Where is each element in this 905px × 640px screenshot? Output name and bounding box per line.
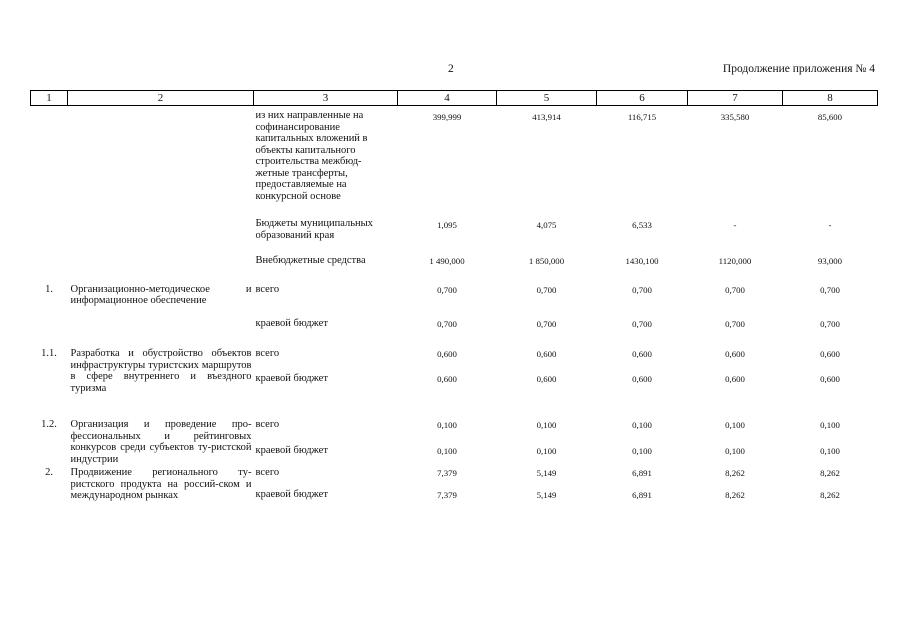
page-number: 2 [448, 63, 454, 75]
value-cell: 6,533 [632, 220, 652, 230]
row-number: 1.2. [41, 419, 57, 430]
row-number [31, 202, 68, 241]
value-cell: 85,600 [817, 112, 843, 122]
value-cell: 0,600 [725, 374, 745, 384]
value-cell: 0,700 [725, 318, 745, 329]
value-cell: 0,100 [725, 420, 745, 430]
value-cell: 0,700 [632, 284, 652, 295]
funding-source: краевой бюджет [255, 445, 328, 456]
value-cell: 0,600 [437, 349, 457, 359]
row-number: 2. [45, 467, 53, 478]
funding-source: всего [255, 419, 280, 430]
value-cell: 0,600 [536, 349, 557, 359]
funding-source: всего [255, 348, 280, 359]
table-row [31, 202, 878, 241]
row-number [31, 241, 68, 268]
value-cell: 0,700 [820, 318, 840, 329]
value-cell: 0,700 [437, 318, 457, 329]
value-cell: 0,700 [536, 318, 557, 329]
row-number: 1. [45, 283, 53, 295]
table-row [31, 330, 878, 371]
value-cell: 0,100 [632, 446, 652, 456]
value-cell: 1 850,000 [528, 256, 565, 266]
funding-source: всего [255, 467, 280, 478]
value-cell: 8,262 [820, 468, 840, 478]
col-header-7: 7 [688, 91, 783, 106]
col-header-3: 3 [254, 91, 398, 106]
value-cell: 335,580 [720, 112, 750, 122]
value-cell: 1120,000 [718, 256, 752, 266]
funding-source: Внебюджетные средства [255, 255, 366, 266]
value-cell: 0,700 [725, 284, 745, 295]
value-cell: 0,600 [820, 349, 840, 359]
row-number: 1.1. [41, 348, 57, 359]
row-name [68, 106, 254, 203]
value-cell: 0,100 [536, 446, 557, 456]
table-row [31, 307, 878, 331]
funding-source: из них направленные на софинансирование капитальных вложений в объекты капитального строительства межбюд-жетные трансферты, предоставляемые на конкурсной основе [255, 110, 368, 202]
value-cell: 0,100 [820, 446, 840, 456]
col-header-4: 4 [398, 91, 497, 106]
row-name [68, 241, 254, 268]
value-cell: 0,600 [632, 349, 652, 359]
funding-source: краевой бюджет [255, 373, 328, 384]
value-cell: 4,075 [536, 220, 557, 230]
table-row [31, 106, 878, 203]
funding-source: краевой бюджет [255, 489, 328, 500]
value-cell: 7,379 [437, 490, 457, 500]
value-cell: 0,700 [536, 284, 557, 295]
value-cell: 1430,100 [625, 256, 659, 266]
funding-source: Бюджеты муниципальных образований края [255, 218, 373, 241]
value-cell: 0,600 [725, 349, 745, 359]
row-name: Разработка и обустройство объектов инфраструктуры туристских маршрутов в сфере внутреннего и въездного туризма [70, 348, 252, 394]
col-header-6: 6 [597, 91, 688, 106]
row-name [68, 307, 254, 331]
value-cell: - [828, 220, 832, 230]
value-cell: 0,100 [437, 446, 457, 456]
budget-table [30, 90, 878, 502]
table-row [31, 241, 878, 268]
value-cell: 0,100 [820, 420, 840, 430]
value-cell: 6,891 [632, 468, 652, 478]
value-cell: 8,262 [725, 468, 745, 478]
column-number-row [31, 91, 878, 106]
value-cell: 0,700 [820, 284, 840, 295]
value-cell: 1 490,000 [429, 256, 465, 266]
value-cell: 399,999 [432, 112, 462, 122]
row-name: Продвижение регионального ту-ристского продукта на россий-ском и международном рынках [70, 467, 252, 501]
value-cell: 1,095 [437, 220, 457, 230]
col-header-8: 8 [783, 91, 878, 106]
col-header-2: 2 [68, 91, 254, 106]
value-cell: - [733, 220, 737, 230]
value-cell: 0,700 [632, 318, 652, 329]
col-header-1: 1 [31, 91, 68, 106]
value-cell: 5,149 [536, 468, 557, 478]
value-cell: 0,100 [536, 420, 557, 430]
value-cell: 0,600 [820, 374, 840, 384]
row-name: Организация и проведение про-фессиональных и рейтинговых конкурсов среди субъектов ту-ристской индустрии [70, 419, 252, 465]
value-cell: 0,100 [632, 420, 652, 430]
value-cell: 0,100 [725, 446, 745, 456]
value-cell: 0,600 [632, 374, 652, 384]
value-cell: 0,100 [437, 420, 457, 430]
row-name [68, 202, 254, 241]
value-cell: 6,891 [632, 490, 652, 500]
value-cell: 0,600 [536, 374, 557, 384]
value-cell: 7,379 [437, 468, 457, 478]
table-row [31, 268, 878, 307]
value-cell: 0,700 [437, 284, 457, 295]
funding-source: краевой бюджет [255, 317, 328, 329]
row-name: Организационно-методическое и информационное обеспечение [70, 283, 252, 306]
value-cell: 5,149 [536, 490, 557, 500]
funding-source: всего [255, 283, 280, 295]
table-row [31, 419, 878, 445]
value-cell: 93,000 [817, 256, 843, 266]
value-cell: 0,600 [437, 374, 457, 384]
value-cell: 8,262 [725, 490, 745, 500]
col-header-5: 5 [497, 91, 597, 106]
appendix-label: Продолжение приложения № 4 [722, 63, 875, 75]
value-cell: 413,914 [532, 112, 561, 122]
row-number [31, 307, 68, 331]
value-cell: 8,262 [820, 490, 840, 500]
value-cell: 116,715 [627, 112, 657, 122]
table-row [31, 467, 878, 488]
row-number [31, 106, 68, 203]
